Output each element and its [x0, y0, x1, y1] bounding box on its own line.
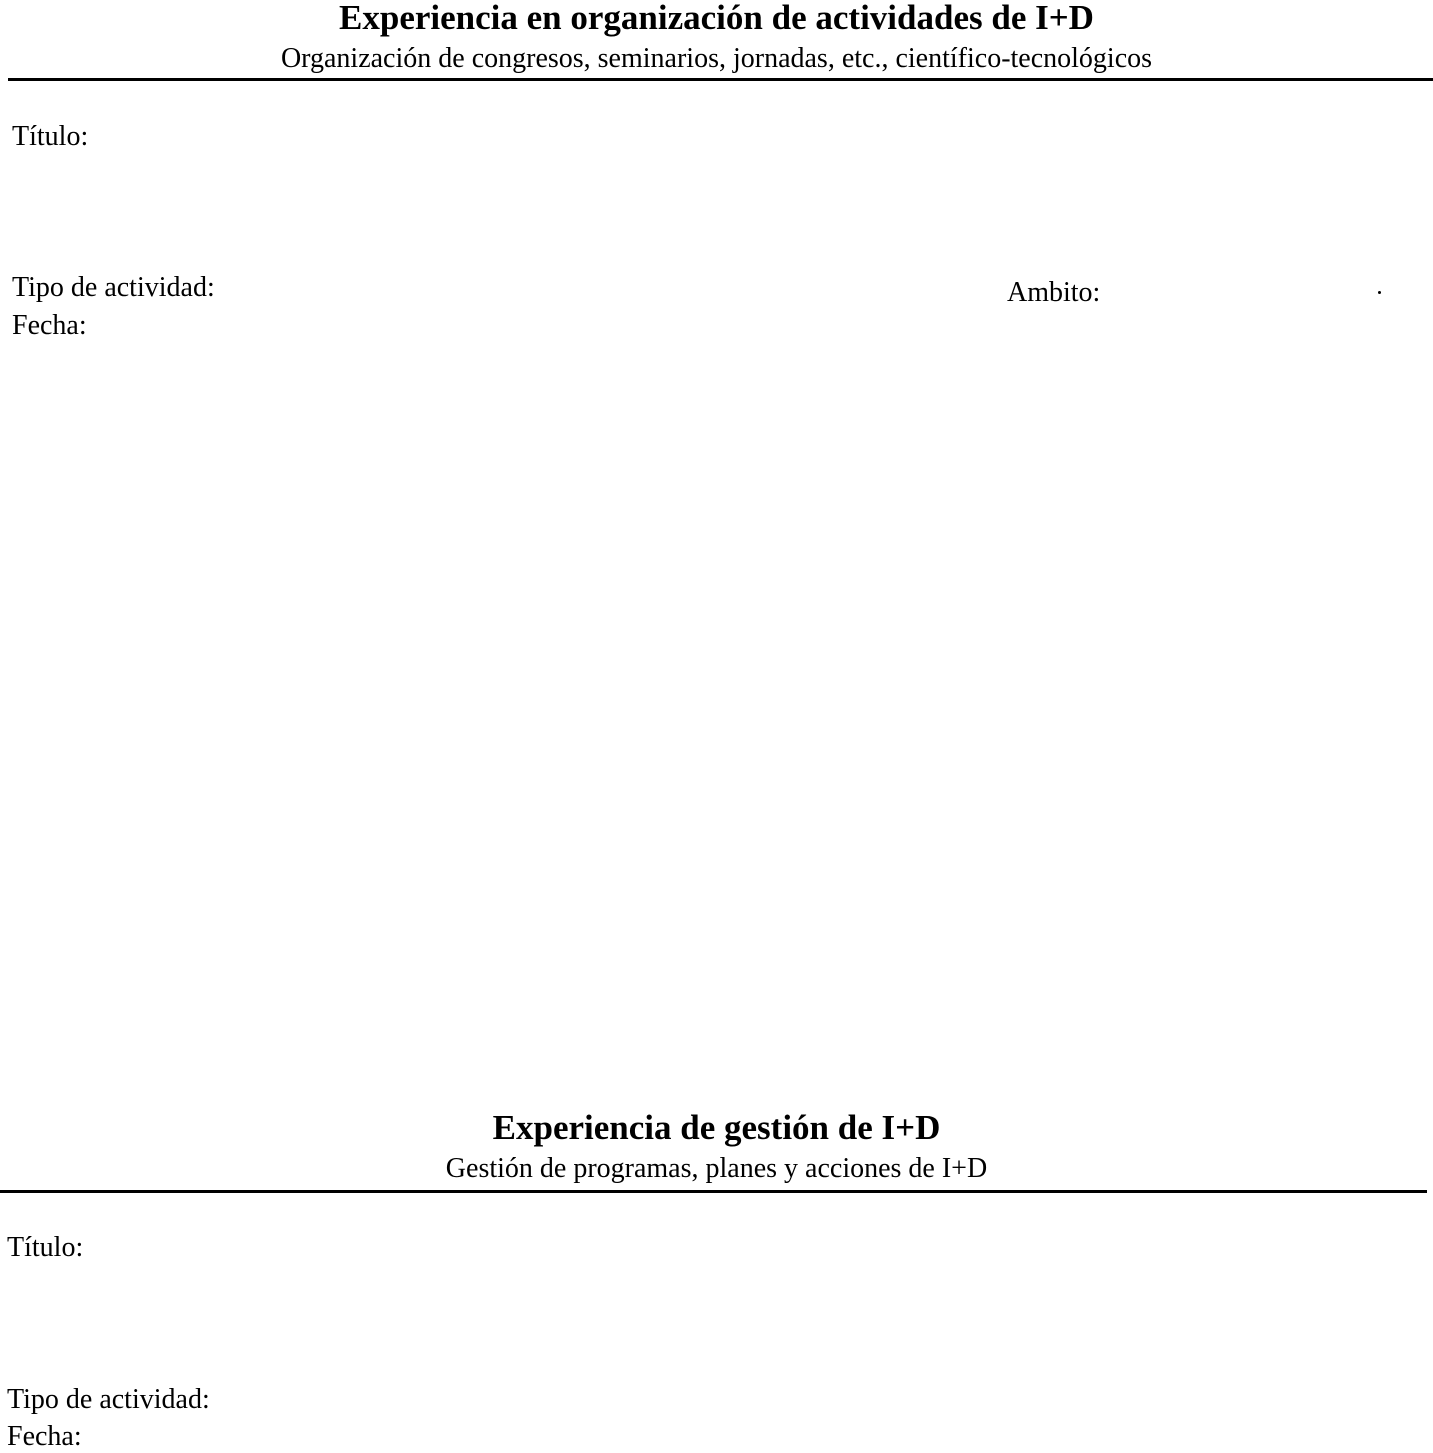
section-divider: [0, 1190, 1427, 1193]
section-title: Experiencia de gestión de I+D: [492, 1108, 941, 1147]
titulo-label: Título:: [7, 1232, 84, 1263]
fecha-label: Fecha:: [12, 310, 87, 341]
fecha-label: Fecha:: [7, 1421, 82, 1452]
section-divider: [8, 78, 1433, 81]
tipo-actividad-label: Tipo de actividad:: [12, 272, 215, 303]
scan-speck: [1378, 291, 1381, 294]
titulo-label: Título:: [12, 121, 89, 152]
tipo-actividad-label: Tipo de actividad:: [7, 1384, 210, 1415]
section-subtitle: Gestión de programas, planes y acciones de I+D: [445, 1153, 988, 1184]
section-title: Experiencia en organización de actividades de I+D: [339, 0, 1094, 37]
ambito-label: Ambito:: [1007, 277, 1101, 308]
section-subtitle: Organización de congresos, seminarios, jornadas, etc., científico-tecnológicos: [280, 43, 1153, 74]
